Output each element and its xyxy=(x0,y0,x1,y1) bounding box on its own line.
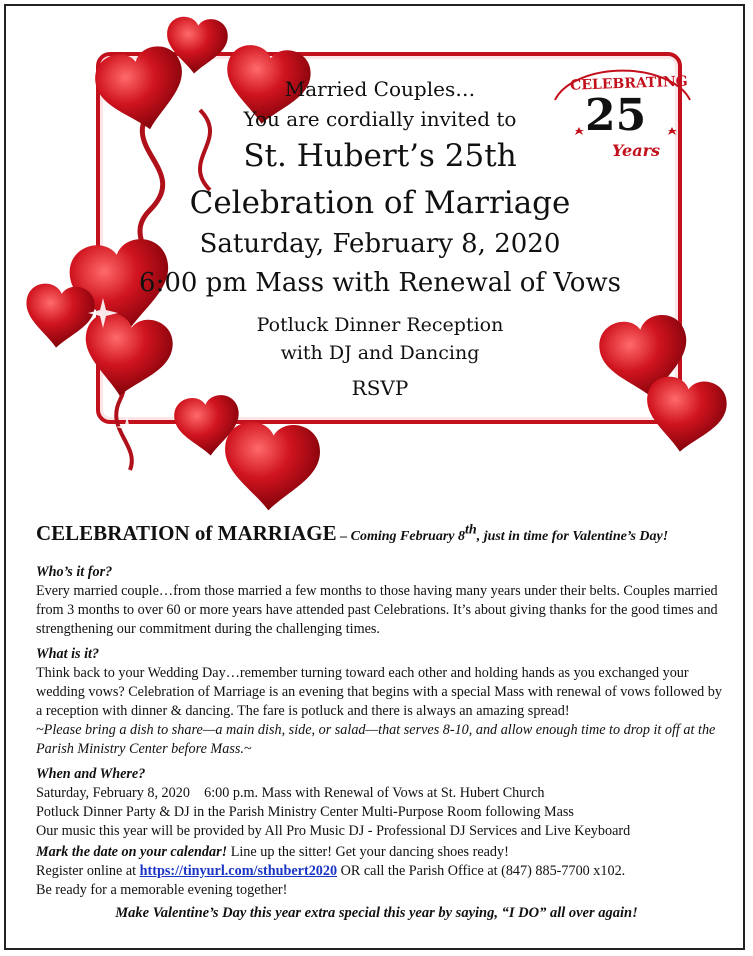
star-icon xyxy=(668,127,677,135)
invite-reception: Potluck Dinner Reception xyxy=(256,314,504,336)
register-text-pre: Register online at xyxy=(36,863,140,879)
invite-line-cordially: You are cordially invited to xyxy=(243,107,517,131)
when-line-3: Our music this year will be provided by All Pro Music DJ - Professional DJ Services and Live Keyboard xyxy=(36,823,631,839)
mark-date-callout: Mark the date on your calendar! xyxy=(36,844,228,860)
invite-mass: 6:00 pm Mass with Renewal of Vows xyxy=(139,268,621,298)
invite-line-married-couples: Married Couples… xyxy=(284,77,476,101)
invite-title-event: Celebration of Marriage xyxy=(189,185,571,221)
who-section xyxy=(36,563,726,639)
mark-section xyxy=(36,843,726,900)
ready-text: Be ready for a memorable evening together! xyxy=(36,882,288,898)
heart-icon xyxy=(22,282,97,351)
invite-date: Saturday, February 8, 2020 xyxy=(199,229,561,259)
mark-date-text: Line up the sitter! Get your dancing shoes ready! xyxy=(227,844,509,860)
when-section xyxy=(36,765,726,841)
what-section xyxy=(36,645,726,759)
invite-title-parish: St. Hubert’s 25th xyxy=(243,138,517,174)
heading-sup: th xyxy=(465,522,477,538)
register-text-post: OR call the Parish Office at (847) 885-7700 x102. xyxy=(337,863,626,879)
heading-sub-post: , just in time for Valentine’s Day! xyxy=(476,529,669,544)
heart-icon xyxy=(640,374,729,457)
badge-top-text: CELEBRATING xyxy=(569,73,689,94)
what-note: ~Please bring a dish to share—a main dish, side, or salad—that serves 8-10, and allow enough time to drop it off at the Parish Ministry Center before Mass.~ xyxy=(36,722,716,757)
what-text: Think back to your Wedding Day…remember turning toward each other and holding hands as you exchanged your wedding vows? Celebration of Marriage is an evening that begins with a special Mass with renewal of vows followed by a reception with dinner & dancing. The fare is potluck and there is always an amazing spread! xyxy=(36,665,722,719)
when-question: When and Where? xyxy=(36,766,146,782)
section-heading xyxy=(36,521,736,546)
heading-dash: – xyxy=(336,529,351,544)
heading-sub-pre: Coming February 8 xyxy=(350,529,465,544)
badge-number: 25 xyxy=(585,90,647,141)
when-line-2: Potluck Dinner Party & DJ in the Parish Ministry Center Multi-Purpose Room following Mass xyxy=(36,804,574,820)
closing-line: Make Valentine’s Day this year extra special this year by saying, “I DO” all over again! xyxy=(115,905,638,921)
heart-icon xyxy=(221,420,322,513)
register-link[interactable]: https://tinyurl.com/sthubert2020 xyxy=(139,863,338,879)
what-question: What is it? xyxy=(36,646,100,662)
invite-rsvp: RSVP xyxy=(351,376,409,400)
heading-title: CELEBRATION of MARRIAGE xyxy=(36,521,337,545)
when-line-1: Saturday, February 8, 2020 6:00 p.m. Mass with Renewal of Vows at St. Hubert Church xyxy=(36,785,545,801)
who-question: Who’s it for? xyxy=(36,564,113,580)
invite-dj: with DJ and Dancing xyxy=(280,342,480,364)
who-text: Every married couple…from those married a few months to those having many years under their belts. Couples married from 3 months to over 60 or more years have attended past Celebrations. It’s about giving thanks for the good times and strengthening our commitment during the challenging times. xyxy=(36,583,718,637)
badge-bottom-text: Years xyxy=(612,141,661,160)
